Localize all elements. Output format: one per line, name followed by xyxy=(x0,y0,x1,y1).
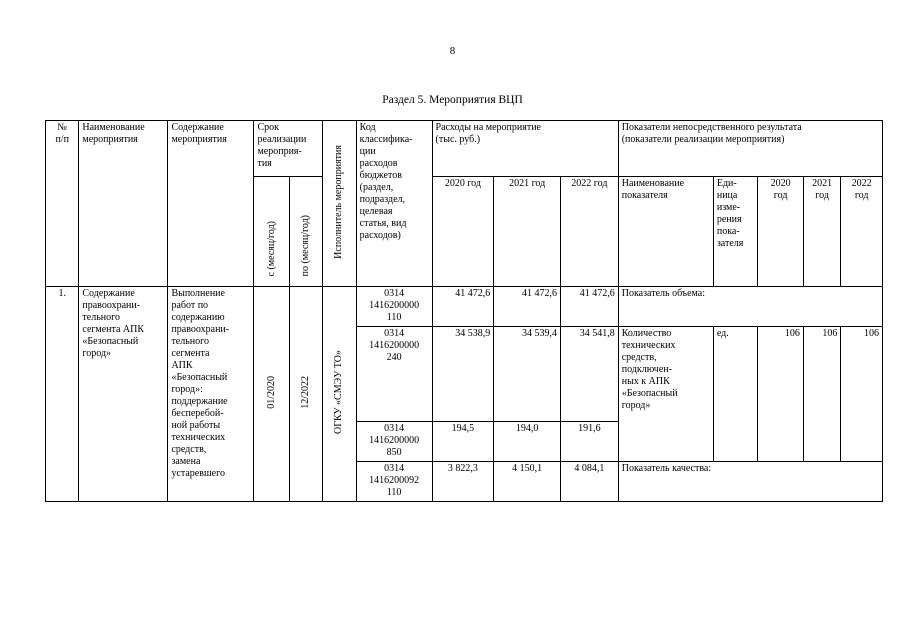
table-row xyxy=(46,287,883,327)
header-to: по (месяц/год) xyxy=(300,214,312,276)
indicator-2022: 106 xyxy=(841,327,883,462)
quality-indicator-label: Показатель качества: xyxy=(618,462,882,502)
header-indicator-2021: 2021 год xyxy=(803,177,840,287)
row-executor: ОГКУ «СМЭУ ТО» xyxy=(333,350,345,434)
row-num: 1. xyxy=(46,287,79,502)
indicator-2021: 106 xyxy=(803,327,840,462)
volume-indicator-label: Показатель объема: xyxy=(618,287,882,327)
row-value-2021: 194,0 xyxy=(494,422,561,462)
row-code: 0314 1416200092 110 xyxy=(356,462,432,502)
row-value-2021: 41 472,6 xyxy=(494,287,561,327)
header-indicator-2022: 2022 год xyxy=(841,177,883,287)
header-content: Содержание мероприятия xyxy=(168,121,254,287)
header-year-2022: 2022 год xyxy=(561,177,619,287)
indicator-unit: ед. xyxy=(713,327,758,462)
row-value-2021: 34 539,4 xyxy=(494,327,561,422)
row-code: 0314 1416200000 240 xyxy=(356,327,432,422)
header-year-2020: 2020 год xyxy=(432,177,494,287)
row-value-2020: 3 822,3 xyxy=(432,462,494,502)
row-value-2022: 34 541,8 xyxy=(561,327,619,422)
header-code: Код классифика- ции расходов бюджетов (раздел, подраздел, целевая статья, вид расходов) xyxy=(356,121,432,287)
section-title: Раздел 5. Мероприятия ВЦП xyxy=(382,94,523,106)
page-number: 8 xyxy=(449,45,456,57)
row-code: 0314 1416200000 850 xyxy=(356,422,432,462)
row-value-2020: 34 538,9 xyxy=(432,327,494,422)
row-to: 12/2022 xyxy=(300,375,312,409)
header-year-2021: 2021 год xyxy=(494,177,561,287)
header-period: Срок реализации мероприя- тия xyxy=(254,121,323,177)
activities-table xyxy=(45,120,883,502)
row-value-2022: 41 472,6 xyxy=(561,287,619,327)
row-value-2020: 41 472,6 xyxy=(432,287,494,327)
indicator-name: Количество технических средств, подключен- ных к АПК «Безопасный город» xyxy=(618,327,713,462)
header-indicator-name: Наименование показателя xyxy=(618,177,713,287)
header-indicator-unit: Еди- ница изме- рения пока- зателя xyxy=(713,177,758,287)
row-content: Выполнение работ по содержанию правоохрани- тельного сегмента АПК «Безопасный город»: поддержание бесперебой- ной работы технических средств, замена устаревшего xyxy=(168,287,254,502)
header-indicator-2020: 2020 год xyxy=(758,177,804,287)
row-value-2020: 194,5 xyxy=(432,422,494,462)
row-to-cell xyxy=(289,287,322,502)
row-from-cell xyxy=(254,287,289,502)
header-from: с (месяц/год) xyxy=(265,220,277,276)
row-name: Содержание правоохрани- тельного сегмента АПК «Безопасный город» xyxy=(79,287,168,502)
row-value-2022: 4 084,1 xyxy=(561,462,619,502)
header-executor-cell xyxy=(323,121,356,287)
header-executor: Исполнитель мероприятия xyxy=(333,144,345,259)
header-num: № п/п xyxy=(46,121,79,287)
row-value-2021: 4 150,1 xyxy=(494,462,561,502)
header-indicators: Показатели непосредственного результата (показатели реализации мероприятия) xyxy=(618,121,882,177)
header-expenses: Расходы на мероприятие (тыс. руб.) xyxy=(432,121,618,177)
row-from: 01/2020 xyxy=(265,375,277,409)
row-executor-cell xyxy=(323,287,356,502)
header-to-cell xyxy=(289,177,322,287)
header-name: Наименование мероприятия xyxy=(79,121,168,287)
indicator-2020: 106 xyxy=(758,327,804,462)
row-value-2022: 191,6 xyxy=(561,422,619,462)
row-code: 0314 1416200000 110 xyxy=(356,287,432,327)
header-from-cell xyxy=(254,177,289,287)
